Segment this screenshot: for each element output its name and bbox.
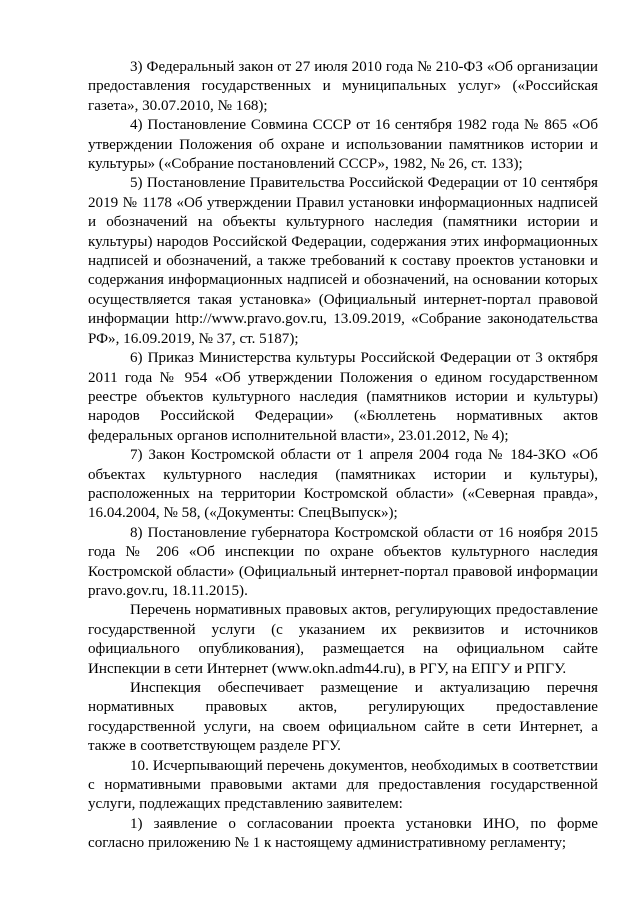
paragraph-item-7: 7) Закон Костромской области от 1 апреля 2004 года № 184-ЗКО «Об объектах культурного наследия (памятниках истории и культуры), расположенных на территории Костромской области» («Северная правда», 16.04.2004, № 58, («Документы: СпецВыпуск»); <box>88 447 598 522</box>
paragraph-section-10: 10. Исчерпывающий перечень документов, необходимых в соответствии с нормативными правовыми актами для предоставления государственной услуги, подлежащих представлению заявителем: <box>88 757 598 813</box>
paragraph-item-6: 6) Приказ Министерства культуры Российской Федерации от 3 октября 2011 года № 954 «Об утверждении Положения о едином государственном реестре объектов культурного наследия (памятников истории и культуры) народов Российской Федерации» («Бюллетень нормативных актов федеральных органов исполнительной власти», 23.01.2012, № 4); <box>88 350 598 444</box>
paragraph-item-10-1: 1) заявление о согласовании проекта установки ИНО, по форме согласно приложению № 1 к настоящему административному регламенту; <box>88 815 598 852</box>
paragraph-acts-list-publication: Перечень нормативных правовых актов, регулирующих предоставление государственной услуги (с указанием их реквизитов и источников официального опубликования), размещается на официальном сайте Инспекции в сети Интернет (www.okn.adm44.ru), в РГУ, на ЕПГУ и РПГУ. <box>88 602 598 677</box>
paragraph-item-5: 5) Постановление Правительства Российской Федерации от 10 сентября 2019 № 1178 «Об утверждении Правил установки информационных надписей и обозначений на объекты культурного наследия (памятники истории и культуры) народов Российской Федерации, содержания этих информационных надписей и обозначений, а также требований к составу проектов установки и содержания информационных надписей и обозначений, на основании которых осуществляется такая установка» (Официальный интернет-портал правовой информации http://www.pravo.gov.ru, 13.09.2019, «Собрание законодательства РФ», 16.09.2019, № 37, ст. 5187); <box>88 175 598 347</box>
paragraph-acts-list-actualization: Инспекция обеспечивает размещение и актуализацию перечня нормативных правовых актов, регулирующих предоставление государственной услуги, на своем официальном сайте в сети Интернет, а также в соответствующем разделе РГУ. <box>88 680 598 755</box>
paragraph-item-3: 3) Федеральный закон от 27 июля 2010 года № 210-ФЗ «Об организации предоставления государственных и муниципальных услуг» («Российская газета», 30.07.2010, № 168); <box>88 59 598 114</box>
document-body <box>88 58 598 854</box>
paragraph-item-8: 8) Постановление губернатора Костромской области от 16 ноября 2015 года № 206 «Об инспекции по охране объектов культурного наследия Костромской области» (Официальный интернет-портал правовой информации pravo.gov.ru, 18.11.2015). <box>88 524 598 599</box>
paragraph-item-4: 4) Постановление Совмина СССР от 16 сентября 1982 года № 865 «Об утверждении Положения об охране и использовании памятников истории и культуры» («Собрание постановлений СССР», 1982, № 26, ст. 133); <box>88 117 598 173</box>
